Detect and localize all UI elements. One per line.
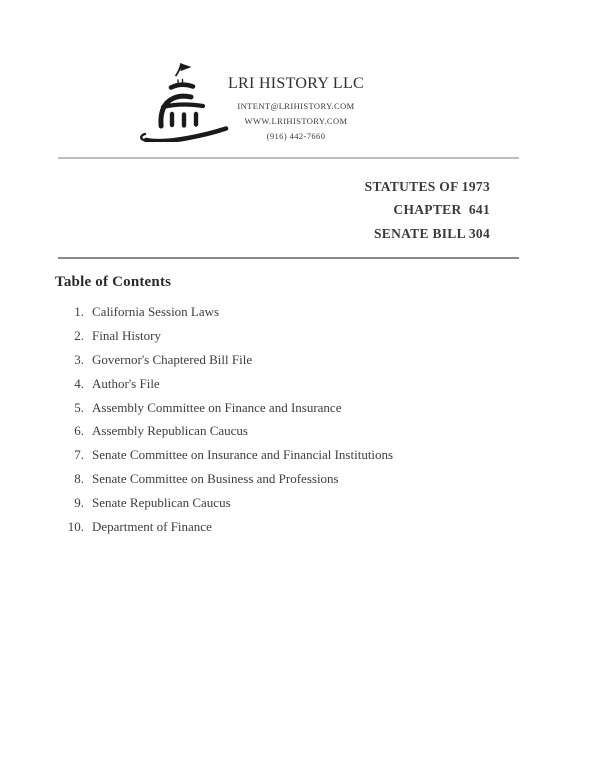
toc-item [40,305,393,329]
toc-item [40,448,393,472]
capitol-dome-logo-icon [137,60,229,142]
toc-item [40,401,393,425]
toc-item-number: 1. [74,304,84,319]
phone-text: (916) 442-7660 [266,131,326,141]
senate-bill-line: SENATE BILL 304 [373,225,490,241]
divider-top [58,157,519,159]
toc-list [40,305,393,544]
company-name: LRI HISTORY LLC [227,75,365,92]
toc-item-label: Senate Committee on Insurance and Financial Institutions [92,447,394,463]
toc-item-label: Senate Committee on Business and Professions [92,471,339,487]
toc-item [40,353,393,377]
toc-item-number: 5. [74,399,84,415]
toc-item-label: California Session Laws [92,304,220,319]
toc-item-number: 3. [74,351,84,367]
toc-item [40,329,393,353]
toc-item-number: 10. [67,519,84,535]
bill-reference-block [365,175,490,245]
toc-item [40,496,393,520]
toc-heading: Table of Contents [55,274,172,290]
toc-item-label: Author's File [92,375,160,391]
statutes-line: STATUTES OF 1973 [364,179,490,194]
toc-item-label: Final History [92,327,161,343]
toc-item [40,472,393,496]
chapter-line: CHAPTER 641 [393,202,490,218]
toc-item-number: 2. [74,327,84,343]
toc-item [40,520,393,544]
email-text: INTENT@LRIHISTORY.COM [237,101,355,111]
toc-item-label: Assembly Republican Caucus [92,423,248,439]
toc-item-label: Department of Finance [92,519,212,535]
toc-item-label: Governor's Chaptered Bill File [92,351,253,367]
toc-item-label: Senate Republican Caucus [92,495,231,511]
toc-item-number: 4. [74,375,84,391]
toc-item-number: 9. [74,495,84,511]
toc-item [40,377,393,401]
divider-middle [58,257,519,259]
toc-item-number: 6. [74,423,84,439]
toc-item-label: Assembly Committee on Finance and Insurance [92,399,342,415]
toc-item [40,424,393,448]
toc-item-number: 7. [74,447,84,463]
toc-item-number: 8. [74,471,84,487]
letterhead [218,75,374,144]
website-text: WWW.LRIHISTORY.COM [244,116,348,126]
